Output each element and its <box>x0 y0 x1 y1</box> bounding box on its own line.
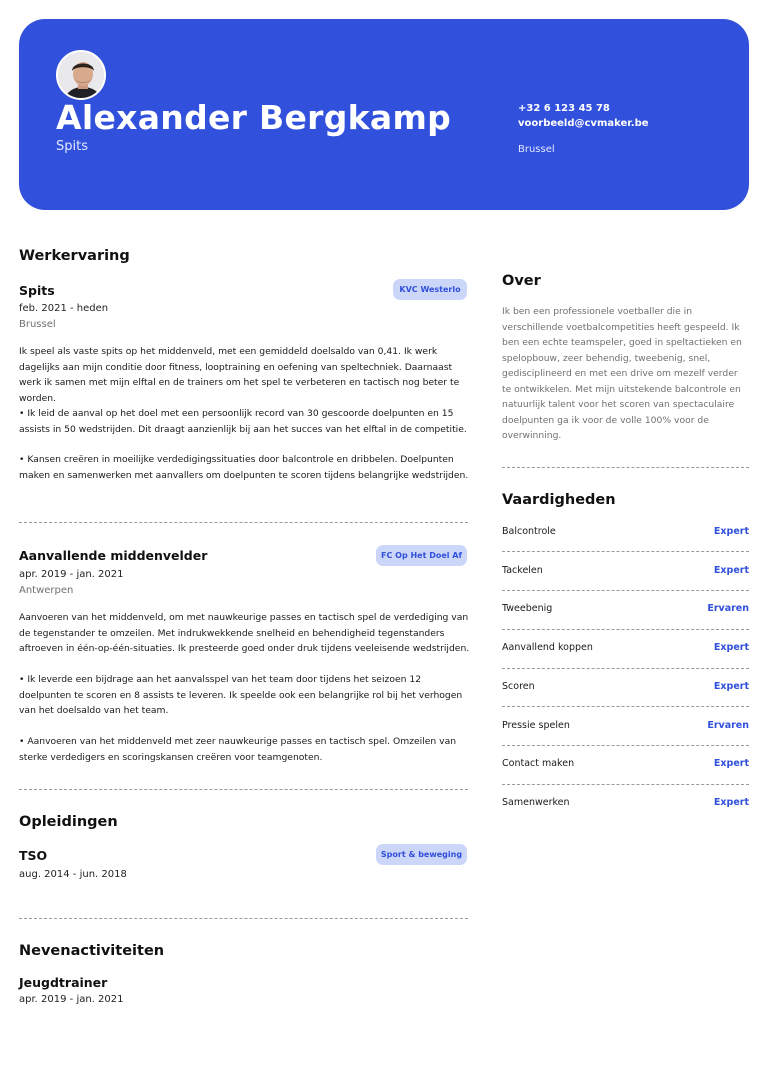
skill-row <box>502 678 749 696</box>
divider <box>502 629 749 630</box>
activity-title: Jeugdtrainer <box>19 975 108 990</box>
skill-level: Expert <box>713 565 749 576</box>
employer-badge: FC Op Het Doel Af <box>376 545 467 566</box>
divider <box>19 789 468 790</box>
about-text: Ik ben een professionele voetballer die in verschillende voetbalcompetities heeft gespeeld. Ik ben een echte teamspeler, goed in speltactieken en spelopbouw, zeer behendig, tweebenig, snel, gedisciplineerd en met een drive om mezelf verder te ontwikkelen. Met mijn uitstekende balcontrole en natuurlijk talent voor het scoren van spectaculaire doelpunten ga ik voor de volle 100% voor de overwinning. <box>502 306 742 441</box>
divider <box>502 668 749 669</box>
section-title-over: Over <box>502 273 541 289</box>
education-title: TSO <box>19 848 48 863</box>
skill-row <box>502 600 749 618</box>
avatar <box>56 50 106 100</box>
skill-level: Expert <box>713 758 749 769</box>
skill-level: Ervaren <box>707 720 749 731</box>
skill-level: Expert <box>713 526 749 537</box>
divider <box>502 784 749 785</box>
skill-row <box>502 717 749 735</box>
divider <box>19 522 468 523</box>
skill-name: Tackelen <box>502 565 543 576</box>
skill-name: Pressie spelen <box>502 720 570 731</box>
email-address: voorbeeld@cvmaker.be <box>518 118 649 129</box>
job-bullet: • Ik leverde een bijdrage aan het aanvalsspel van het team door tijdens het seizoen 12 doelpunten te scoren en 8 assists te leveren. Ik speelde ook een belangrijke rol bij het verhogen van het doelsaldo van het team. <box>19 674 463 716</box>
divider <box>502 551 749 552</box>
job-description: Aanvoeren van het middenveld, om met nauwkeurige passes en tactisch spel de verdediging van de tegenstander te omzeilen. Met indrukwekkende snelheid en behendigheid tegenstanders aftroeven in één-op-één-situaties. Ik presteerde goed onder druk tijdens veeleisende wedstrijden. <box>19 612 470 654</box>
candidate-role: Spits <box>56 139 88 154</box>
job-place: Antwerpen <box>19 585 74 596</box>
section-title-vaardigheden: Vaardigheden <box>502 492 616 508</box>
job-bullet: • Aanvoeren van het middenveld met zeer nauwkeurige passes en tactisch spel. Omzeilen van sterke verdedigers en scoringskansen creëren voor teamgenoten. <box>19 736 457 763</box>
profile-photo <box>58 52 106 100</box>
contact-block <box>518 101 649 131</box>
candidate-name: Alexander Bergkamp <box>56 98 452 137</box>
activity-date: apr. 2019 - jan. 2021 <box>19 994 124 1005</box>
job-bullet: • Ik leid de aanval op het doel met een persoonlijk record van 30 gescoorde doelpunten en 15 assists in 50 wedstrijden. Dit draagt aanzienlijk bij aan het succes van het elftal in de competitie. <box>19 408 467 435</box>
section-title-nevenactiviteiten: Nevenactiviteiten <box>19 943 165 959</box>
job-title: Aanvallende middenvelder <box>19 548 208 563</box>
job-bullet: • Kansen creëren in moeilijke verdedigingssituaties door balcontrole en dribbelen. Doelpunten maken en samenwerken met aanvallers om doelpunten te scoren tijdens belangrijke wedstrijden. <box>19 454 469 481</box>
skill-name: Samenwerken <box>502 797 570 808</box>
divider <box>502 745 749 746</box>
skill-name: Scoren <box>502 681 535 692</box>
skill-row <box>502 562 749 580</box>
skill-level: Ervaren <box>707 603 749 614</box>
skill-name: Balcontrole <box>502 526 556 537</box>
skill-level: Expert <box>713 797 749 808</box>
skill-level: Expert <box>713 681 749 692</box>
skill-name: Aanvallend koppen <box>502 642 593 653</box>
job-description: Ik speel als vaste spits op het middenveld, met een gemiddeld doelsaldo van 0,41. Ik werk dagelijks aan mijn conditie door fitness, looptraining en oefening van speltechniek. Daarnaast werk ik samen met mijn elftal en de trainers om het spel te verbeteren en tactisch nog beter te worden. <box>19 346 460 404</box>
skill-row <box>502 755 749 773</box>
employer-badge: KVC Westerlo <box>393 279 467 300</box>
section-title-opleidingen: Opleidingen <box>19 814 118 830</box>
job-title: Spits <box>19 283 55 298</box>
divider <box>502 706 749 707</box>
header-banner <box>19 19 749 210</box>
skill-row <box>502 794 749 812</box>
job-place: Brussel <box>19 319 56 330</box>
section-title-werkervaring: Werkervaring <box>19 248 130 264</box>
job-date: feb. 2021 - heden <box>19 303 109 314</box>
skill-row <box>502 523 749 541</box>
city: Brussel <box>518 144 555 155</box>
education-date: aug. 2014 - jun. 2018 <box>19 869 127 880</box>
skill-name: Tweebenig <box>502 603 553 614</box>
job-date: apr. 2019 - jan. 2021 <box>19 569 124 580</box>
education-badge: Sport & beweging <box>376 844 467 865</box>
divider <box>19 918 468 919</box>
skill-level: Expert <box>713 642 749 653</box>
skill-name: Contact maken <box>502 758 575 769</box>
skill-row <box>502 639 749 657</box>
phone-number: +32 6 123 45 78 <box>518 103 610 114</box>
divider <box>502 467 749 468</box>
divider <box>502 590 749 591</box>
